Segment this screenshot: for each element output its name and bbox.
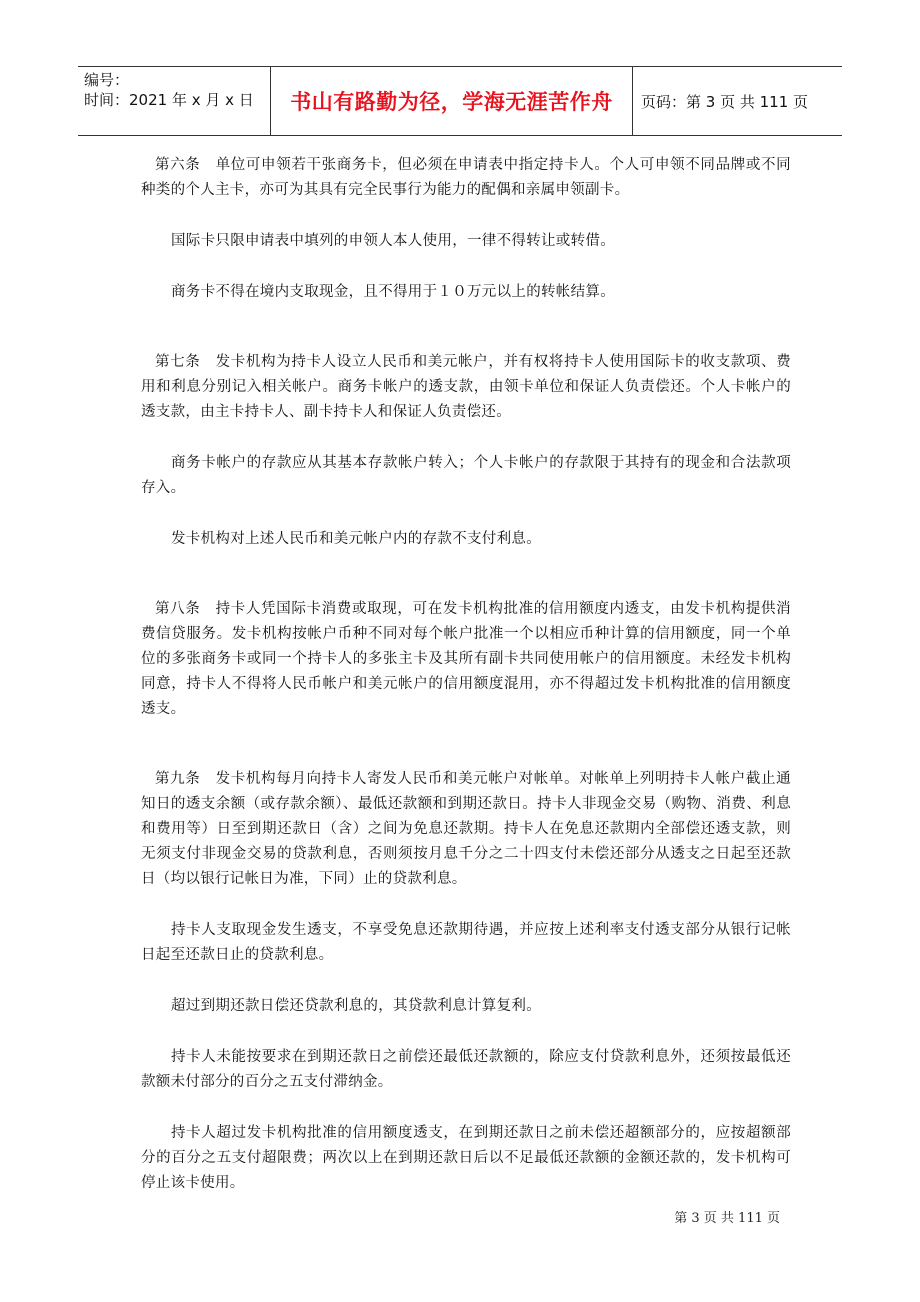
article-9-clause-1: 持卡人支取现金发生透支，不享受免息还款期待遇，并应按上述利率支付透支部分从银行记帐日起至还款日止的贷款利息。 bbox=[141, 922, 791, 963]
document-date: 时间：2021 年 x 月 x 日 bbox=[84, 91, 254, 109]
article-8: 第八条 持卡人凭国际卡消费或取现，可在发卡机构批准的信用额度内透支，由发卡机构提供消费信贷服务。发卡机构按帐户币种不同对每个帐户批准一个以相应币种计算的信用额度，同一个单位的多张商务卡或同一个持卡人的多张主卡及其所有副卡共同使用帐户的信用额度。未经发卡机构同意，持卡人不得将人民币帐户和美元帐户的信用额度混用，亦不得超过发卡机构批准的信用额度透支。 bbox=[141, 601, 791, 717]
article-7-clause-2: 发卡机构对上述人民币和美元帐户内的存款不支付利息。 bbox=[171, 531, 541, 547]
document-number-label: 编号： bbox=[84, 71, 130, 89]
document-body bbox=[141, 153, 791, 1196]
article-9-clause-4: 持卡人超过发卡机构批准的信用额度透支，在到期还款日之前未偿还超额部分的，应按超额部分的百分之五支付超限费；两次以上在到期还款日后以不足最低还款额的金额还款的，发卡机构可停止该卡使用。 bbox=[141, 1125, 791, 1191]
header-motto: 书山有路勤为径，学海无涯苦作舟 bbox=[271, 67, 633, 135]
article-9: 第九条 发卡机构每月向持卡人寄发人民币和美元帐户对帐单。对帐单上列明持卡人帐户截止通知日的透支余额（或存款余额）、最低还款额和到期还款日。持卡人非现金交易（购物、消费、利息和费用等）日至到期还款日（含）之间为免息还款期。持卡人在免息还款期内全部偿还透支款，则无须支付非现金交易的贷款利息，否则须按月息千分之二十四支付未偿还部分从透支之日起至还款日（均以银行记帐日为准，下同）止的贷款利息。 bbox=[141, 771, 791, 887]
page-footer: 第 3 页 共 111 页 bbox=[674, 1211, 780, 1226]
article-6-clause-1: 国际卡只限申请表中填列的申领人本人使用，一律不得转让或转借。 bbox=[171, 233, 615, 249]
page-header bbox=[78, 66, 842, 136]
article-9-clause-2: 超过到期还款日偿还贷款利息的，其贷款利息计算复利。 bbox=[171, 998, 541, 1014]
header-meta bbox=[78, 67, 271, 135]
article-7: 第七条 发卡机构为持卡人设立人民币和美元帐户，并有权将持卡人使用国际卡的收支款项、费用和利息分别记入相关帐户。商务卡帐户的透支款，由领卡单位和保证人负责偿还。个人卡帐户的透支款，由主卡持卡人、副卡持卡人和保证人负责偿还。 bbox=[141, 354, 791, 420]
header-page-number: 页码：第 3 页 共 111 页 bbox=[641, 92, 809, 111]
article-6-clause-2: 商务卡不得在境内支取现金，且不得用于１０万元以上的转帐结算。 bbox=[171, 284, 615, 300]
article-7-clause-1: 商务卡帐户的存款应从其基本存款帐户转入；个人卡帐户的存款限于其持有的现金和合法款项存入。 bbox=[141, 455, 791, 496]
article-9-clause-3: 持卡人未能按要求在到期还款日之前偿还最低还款额的，除应支付贷款利息外，还须按最低还款额未付部分的百分之五支付滞纳金。 bbox=[141, 1049, 791, 1090]
article-6: 第六条 单位可申领若干张商务卡，但必须在申请表中指定持卡人。个人可申领不同品牌或不同种类的个人主卡，亦可为其具有完全民事行为能力的配偶和亲属申领副卡。 bbox=[141, 157, 791, 198]
